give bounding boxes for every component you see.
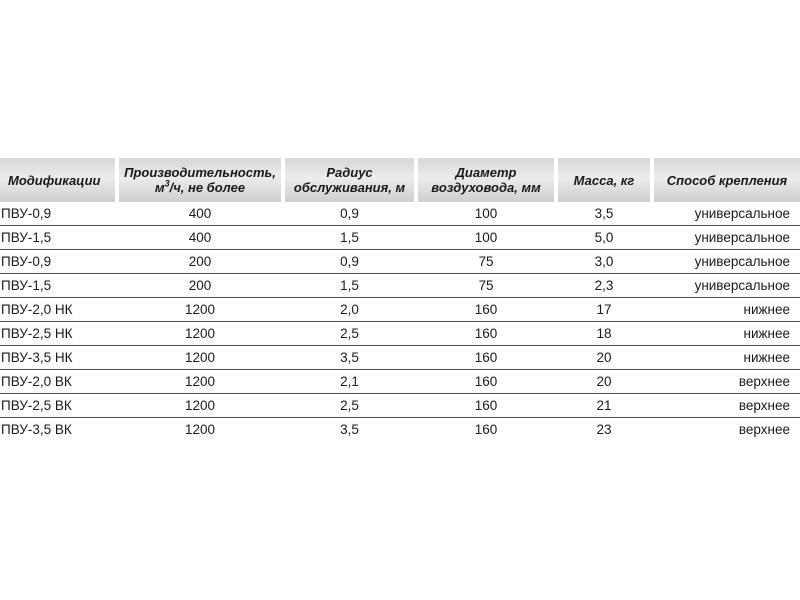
cell-mounting: верхнее — [652, 370, 800, 394]
cell-diameter: 160 — [416, 346, 556, 370]
cell-capacity: 200 — [117, 274, 283, 298]
header-radius — [283, 158, 416, 202]
cell-radius: 0,9 — [283, 202, 416, 226]
cell-radius: 3,5 — [283, 346, 416, 370]
cell-model: ПВУ-3,5 НК — [0, 346, 117, 370]
cell-capacity: 1200 — [117, 394, 283, 418]
table-row — [0, 394, 800, 418]
cell-radius: 2,5 — [283, 394, 416, 418]
cell-radius: 2,0 — [283, 298, 416, 322]
cell-mass: 18 — [556, 322, 652, 346]
cell-model: ПВУ-2,5 ВК — [0, 394, 117, 418]
cell-mass: 21 — [556, 394, 652, 418]
table-header — [0, 158, 800, 202]
table-row — [0, 250, 800, 274]
cell-diameter: 160 — [474, 422, 498, 437]
table-row — [0, 298, 800, 322]
cell-model: ПВУ-3,5 ВК — [1, 422, 72, 437]
cell-capacity: 1200 — [117, 298, 283, 322]
cell-model: ПВУ-2,5 НК — [0, 322, 117, 346]
specs-table — [0, 158, 800, 441]
header-diameter-line1: Диаметр — [455, 165, 517, 180]
cell-mass: 5,0 — [556, 226, 652, 250]
header-diameter — [416, 158, 556, 202]
table-row — [0, 202, 800, 226]
header-capacity — [117, 158, 283, 202]
header-capacity-line2: /ч, не более — [169, 180, 246, 195]
cell-mounting: универсальное — [652, 250, 800, 274]
cell-model: ПВУ-1,5 — [0, 274, 117, 298]
cell-capacity: 1200 — [117, 322, 283, 346]
cell-radius: 1,5 — [283, 226, 416, 250]
cell-mass: 3,5 — [556, 202, 652, 226]
table-row — [0, 226, 800, 250]
cell-radius: 3,5 — [340, 422, 359, 437]
cell-model: ПВУ-0,9 — [0, 250, 117, 274]
cell-mounting: верхнее — [738, 422, 790, 437]
cell-diameter: 160 — [416, 370, 556, 394]
header-capacity-line1: Производительность, — [124, 165, 276, 180]
header-modification-label: Модификации — [8, 172, 101, 188]
specs-table-container — [0, 158, 800, 441]
cell-mounting: нижнее — [652, 322, 800, 346]
cell-capacity: 200 — [117, 250, 283, 274]
cell-mounting: универсальное — [652, 202, 800, 226]
cell-diameter: 75 — [416, 274, 556, 298]
cell-diameter: 100 — [416, 202, 556, 226]
cell-capacity: 1200 — [117, 370, 283, 394]
cell-mounting: нижнее — [652, 346, 800, 370]
header-radius-line2: обслуживания, м — [293, 180, 406, 195]
header-mass — [556, 158, 652, 202]
cell-model: ПВУ-1,5 — [0, 226, 117, 250]
cell-model: ПВУ-2,0 ВК — [0, 370, 117, 394]
cell-capacity: 1200 — [184, 422, 216, 437]
header-radius-line1: Радиус — [326, 165, 373, 180]
cell-mass: 20 — [556, 370, 652, 394]
cell-mass: 3,0 — [556, 250, 652, 274]
header-capacity-unit: м — [154, 180, 165, 195]
header-mounting — [652, 158, 800, 202]
cell-diameter: 160 — [416, 298, 556, 322]
table-row — [0, 346, 800, 370]
table-row — [0, 370, 800, 394]
header-mounting-label: Способ крепления — [666, 172, 788, 188]
cell-capacity: 400 — [117, 226, 283, 250]
cell-diameter: 75 — [416, 250, 556, 274]
cell-radius: 2,5 — [283, 322, 416, 346]
cell-mounting: универсальное — [652, 226, 800, 250]
cell-mounting: универсальное — [652, 274, 800, 298]
cell-diameter: 100 — [416, 226, 556, 250]
cell-mass: 17 — [556, 298, 652, 322]
cell-radius: 1,5 — [283, 274, 416, 298]
cell-model: ПВУ-2,0 НК — [0, 298, 117, 322]
header-capacity-superscript: 3 — [164, 178, 170, 189]
cell-mass: 20 — [556, 346, 652, 370]
cell-diameter: 160 — [416, 322, 556, 346]
cell-mounting: верхнее — [652, 394, 800, 418]
header-modification — [0, 158, 117, 202]
cell-model: ПВУ-0,9 — [0, 202, 117, 226]
table-row — [0, 274, 800, 298]
table-body — [0, 202, 800, 441]
cell-capacity: 400 — [117, 202, 283, 226]
cell-mounting: нижнее — [652, 298, 800, 322]
cell-mass: 23 — [596, 422, 612, 437]
cell-mass: 2,3 — [556, 274, 652, 298]
header-diameter-line2: воздуховода, мм — [431, 180, 541, 195]
cell-capacity: 1200 — [117, 346, 283, 370]
cell-diameter: 160 — [416, 394, 556, 418]
header-mass-label: Масса, кг — [573, 172, 635, 188]
cell-radius: 0,9 — [283, 250, 416, 274]
header-row — [0, 158, 800, 202]
table-row — [0, 418, 800, 442]
table-row — [0, 322, 800, 346]
cell-radius: 2,1 — [283, 370, 416, 394]
